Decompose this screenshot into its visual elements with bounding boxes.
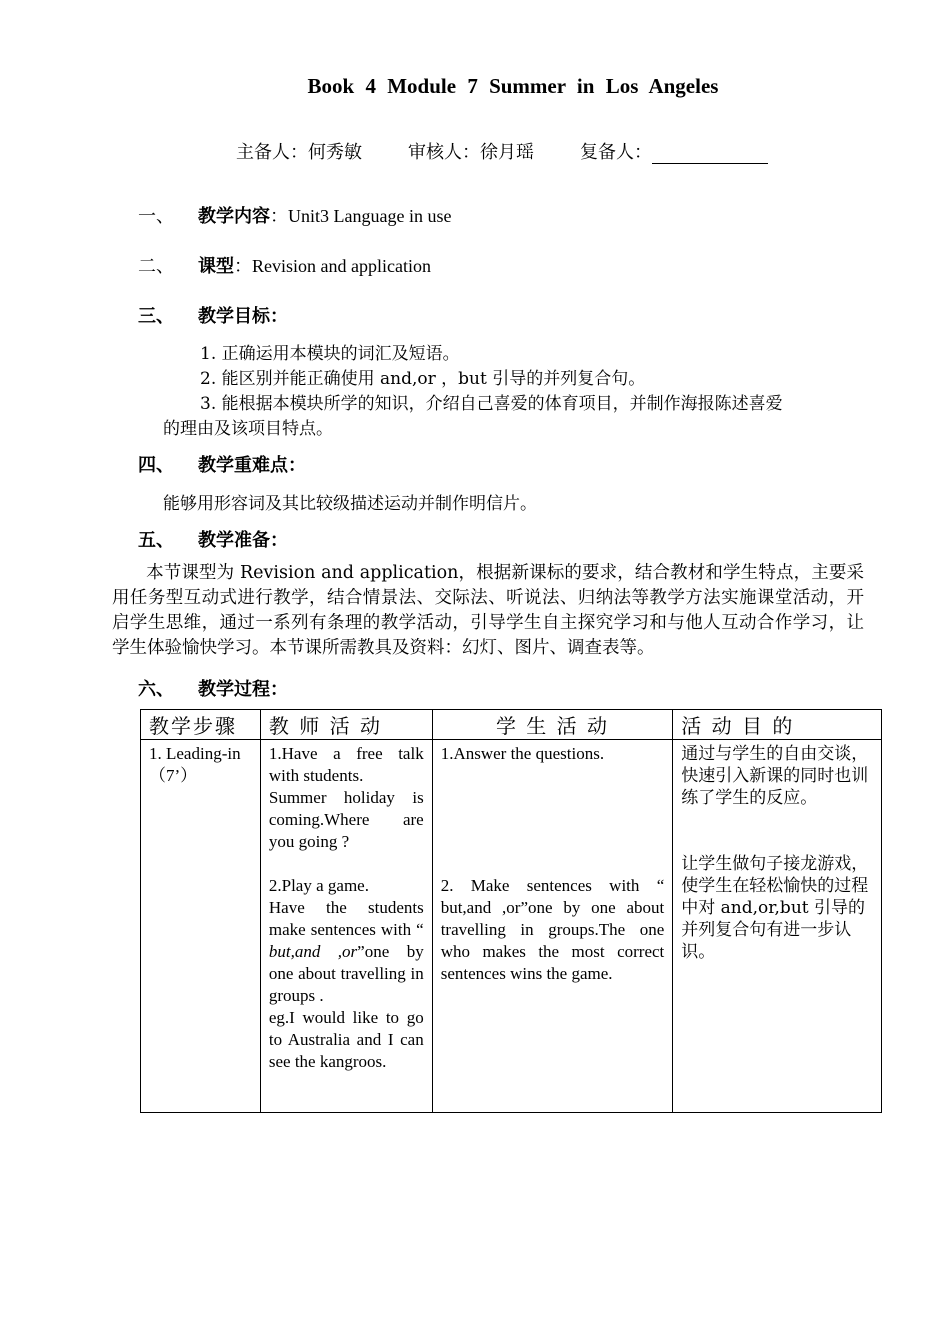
- section-value: Revision and application: [252, 256, 431, 276]
- preparers-line: [236, 138, 768, 164]
- teacher-activity-2-desc: Have the students make sentences with “ but,and ,or”one by one about travelling in groups .: [268, 898, 424, 1005]
- section-value: Unit3 Language in use: [288, 206, 452, 226]
- page-title: Book 4 Module 7 Summer in Los Angeles: [307, 74, 719, 98]
- objective-item: 1. 正确运用本模块的词汇及短语。: [200, 344, 460, 364]
- section-heading: 教学准备：: [198, 530, 288, 551]
- table-header-row: [141, 710, 882, 740]
- section-number: 二、: [138, 256, 174, 277]
- section-objectives: [138, 302, 288, 328]
- section-number: 三、: [138, 306, 174, 327]
- header-step: 教学步骤: [141, 710, 261, 740]
- header-activity-purpose: 活 动 目 的: [673, 710, 882, 740]
- teacher-activity-2-example: eg.I would like to go to Australia and I can see the kangroos.: [268, 1008, 424, 1071]
- preparation-paragraph: 本节课型为 Revision and application，根据新课标的要求，结合教材和学生特点，主要采用任务型互动式进行教学，结合情景法、交际法、听说法、归纳法等教学方法实施课堂活动，开启学生思维，通过一系列有条理的教学活动，引导学生自主探究学习和与他人互动合作学习，让学生体验愉快学习。本节课所需教具及资料：幻灯、图片、调查表等。: [112, 563, 864, 658]
- section-heading: 教学过程：: [198, 679, 288, 700]
- section-heading: 教学内容: [198, 206, 270, 227]
- key-points-text: 能够用形容词及其比较级描述运动并制作明信片。: [163, 494, 537, 514]
- teacher-activity-cell: [260, 740, 432, 1113]
- step-time: （7’）: [149, 766, 198, 785]
- reviewer-name: 徐月瑶: [480, 142, 534, 163]
- step-name: 1. Leading-in: [149, 744, 241, 763]
- section-content: 一、 教学内容：Unit3 Language in use: [138, 202, 451, 228]
- header-student-activity: 学 生 活 动: [432, 710, 673, 740]
- reviewer-label: 审核人：: [408, 142, 480, 163]
- objective-item: 3. 能根据本模块所学的知识，介绍自己喜爱的体育项目，并制作海报陈述喜爱: [200, 394, 783, 414]
- section-lesson-type: 二、 课型：Revision and application: [138, 252, 431, 278]
- teacher-activity-1: 1.Have a free talk with students.: [268, 744, 424, 785]
- main-preparer-label: 主备人：: [236, 142, 308, 163]
- backup-preparer-label: 复备人：: [580, 142, 652, 163]
- section-key-points: [138, 451, 306, 477]
- section-preparation: [138, 526, 288, 552]
- student-activity-1: 1.Answer the questions.: [440, 744, 605, 763]
- section-heading: 教学重难点：: [198, 455, 306, 476]
- objective-item-continued: 的理由及该项目特点。: [163, 419, 333, 439]
- teaching-process-table: [140, 709, 882, 1113]
- section-heading: 教学目标：: [198, 306, 288, 327]
- section-number: 六、: [138, 679, 174, 700]
- backup-preparer-blank: [652, 145, 768, 164]
- purpose-1: 通过与学生的自由交谈，快速引入新课的同时也训练了学生的反应。: [681, 744, 869, 808]
- objective-item: 2. 能区别并能正确使用 and,or ，but 引导的并列复合句。: [200, 369, 646, 389]
- section-number: 四、: [138, 455, 174, 476]
- teacher-activity-1-quote: Summer holiday is coming.Where are you going ?: [268, 788, 424, 851]
- table-row: [141, 740, 882, 1113]
- student-activity-2: 2. Make sentences with “ but,and ,or”one by one about travelling in groups.The one who makes the most correct sentences wins the game.: [440, 876, 665, 983]
- student-activity-cell: [432, 740, 673, 1113]
- step-cell: [141, 740, 261, 1113]
- teacher-activity-2: 2.Play a game.: [268, 876, 369, 895]
- section-process: [138, 675, 288, 701]
- section-number: 一、: [138, 206, 174, 227]
- main-preparer-name: 何秀敏: [308, 142, 362, 163]
- section-number: 五、: [138, 530, 174, 551]
- activity-purpose-cell: [673, 740, 882, 1113]
- section-heading: 课型: [198, 256, 234, 277]
- purpose-2: 让学生做句子接龙游戏，使学生在轻松愉快的过程中对 and,or,but 引导的并列复合句有进一步认识。: [681, 854, 869, 962]
- header-teacher-activity: 教 师 活 动: [260, 710, 432, 740]
